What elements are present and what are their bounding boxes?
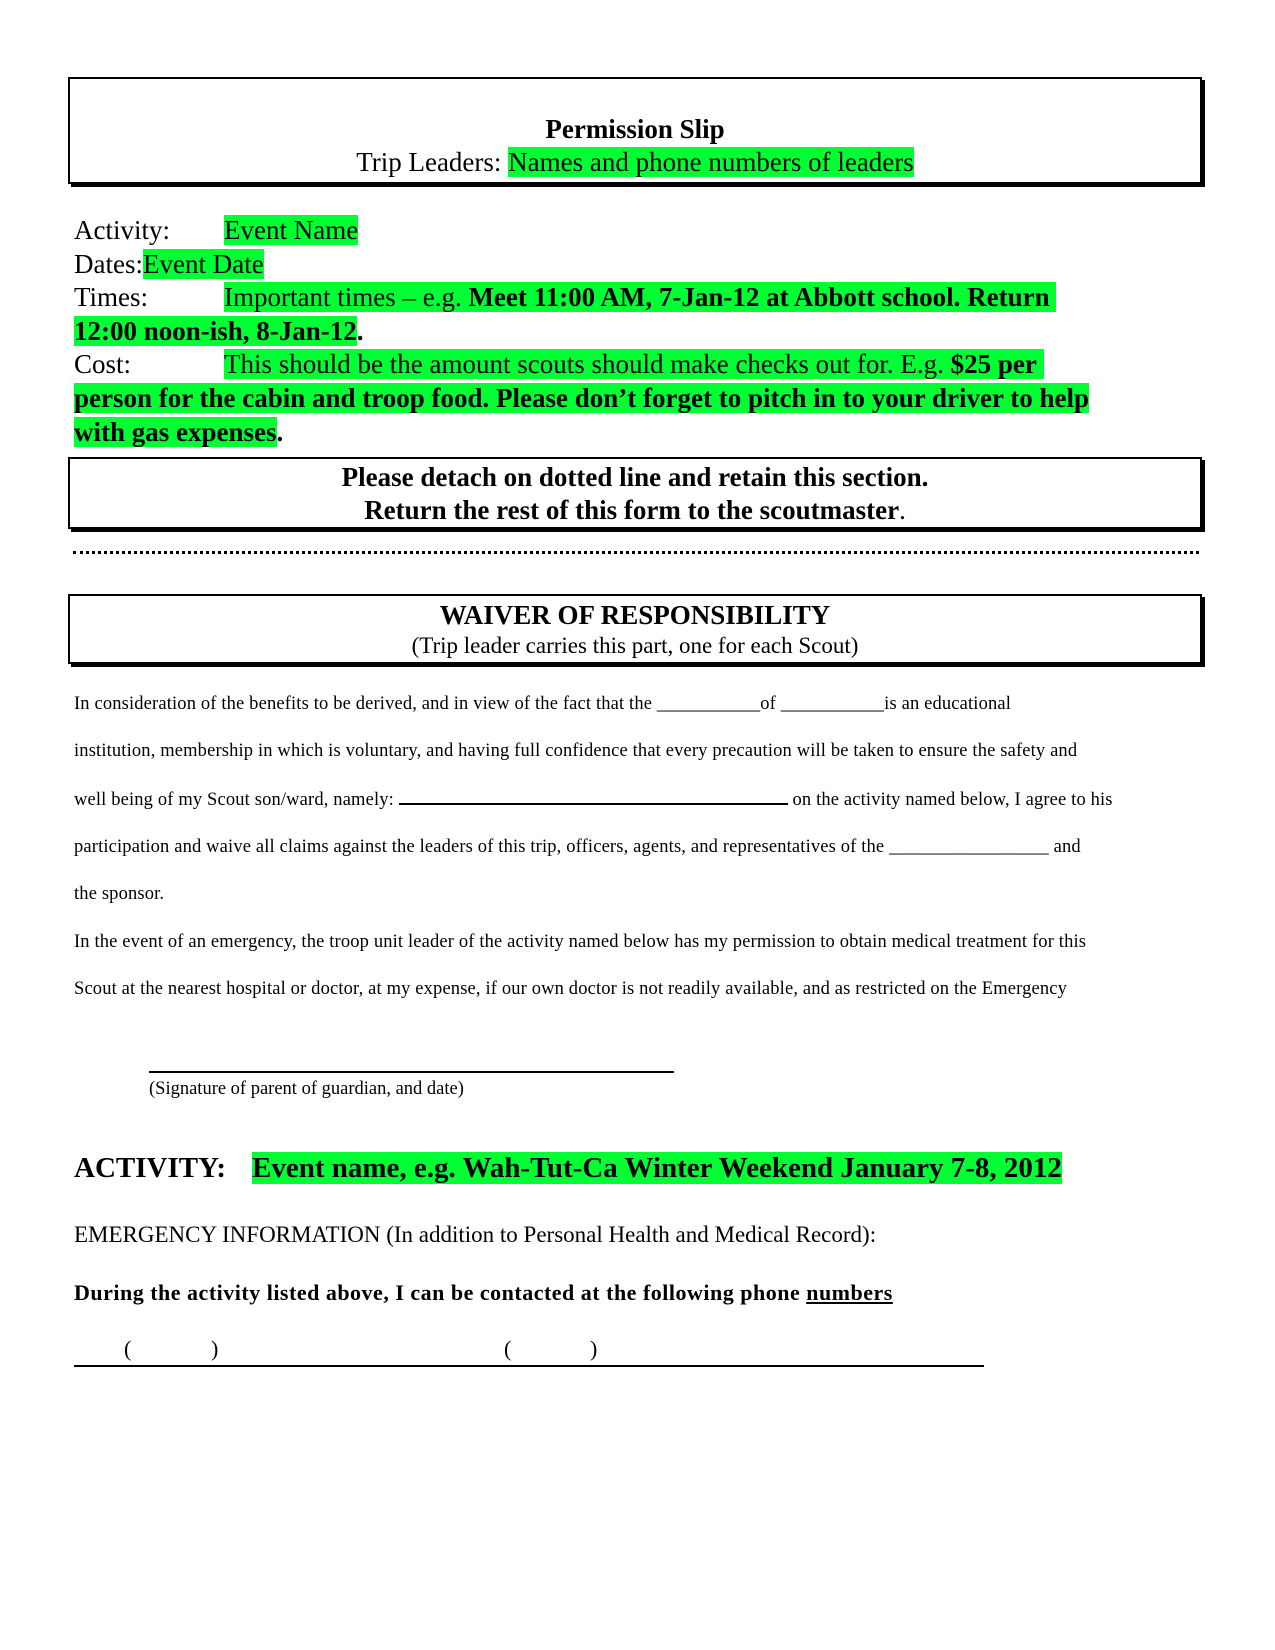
activity-section-label: ACTIVITY:	[74, 1152, 227, 1184]
times-value-bold-2: 12:00 noon-ish, 8-Jan-12	[74, 316, 357, 346]
cost-row	[74, 348, 1194, 382]
contact-instructions	[74, 1279, 893, 1307]
times-value-bold-1: Meet 11:00 AM, 7-Jan-12 at Abbott school. Return	[468, 282, 1050, 312]
detach-instructions-box	[68, 457, 1202, 529]
detach-line-2	[70, 494, 1200, 527]
activity-section	[74, 1151, 1062, 1185]
contact-underlined: numbers	[806, 1280, 893, 1305]
scout-name-blank[interactable]	[399, 789, 788, 805]
waiver-paragraph-line-4: participation and waive all claims against the leaders of this trip, officers, agents, and representatives of the _________________ and	[74, 837, 1081, 857]
waiver-paragraph-line-5: the sponsor.	[74, 884, 165, 904]
trip-leaders-line	[70, 147, 1200, 177]
permission-slip-header-box	[68, 77, 1202, 184]
cost-value-prefix: This should be the amount scouts should make checks out for. E.g.	[224, 349, 951, 379]
contact-prefix: During the activity listed above, I can be contacted at the following phone	[74, 1280, 807, 1305]
waiver-paragraph-line-1: In consideration of the benefits to be derived, and in view of the fact that the ___________of ___________is an educational	[74, 694, 1012, 714]
activity-row	[74, 214, 1194, 248]
waiver-paragraph-line-6: In the event of an emergency, the troop unit leader of the activity named below has my permission to obtain medical treatment for this	[74, 932, 1087, 952]
phone-1-paren-close: )	[211, 1336, 219, 1361]
page-title: Permission Slip	[545, 114, 725, 144]
activity-label: Activity:	[74, 215, 170, 245]
detach-line-2-end: .	[899, 495, 906, 525]
activity-section-value: Event name, e.g. Wah-Tut-Ca Winter Weekend January 7-8, 2012	[252, 1152, 1062, 1184]
cost-row-cont	[74, 382, 1194, 416]
times-row	[74, 281, 1194, 315]
dates-row	[74, 248, 1194, 282]
trip-leaders-value: Names and phone numbers of leaders	[508, 147, 914, 177]
phone-2-paren-close: )	[590, 1336, 598, 1361]
waiver-subtitle: (Trip leader carries this part, one for each Scout)	[411, 633, 859, 658]
waiver-paragraph-line-2: institution, membership in which is voluntary, and having full confidence that every precaution will be taken to ensure the safety and	[74, 741, 1078, 761]
waiver-line-3-after: on the activity named below, I agree to his	[787, 790, 1113, 810]
cost-value-bold-1: $25 per	[950, 349, 1037, 379]
signature-label: (Signature of parent of guardian, and date)	[149, 1079, 464, 1099]
times-value-prefix: Important times – e.g.	[224, 282, 469, 312]
activity-value: Event Name	[224, 215, 359, 245]
trip-leaders-label: Trip Leaders:	[356, 147, 502, 177]
dates-label: Dates:	[74, 249, 143, 279]
cost-row-cont-2	[74, 416, 1194, 450]
cost-value-bold-3: with gas expenses	[74, 417, 277, 447]
emergency-heading: EMERGENCY INFORMATION (In addition to Personal Health and Medical Record):	[74, 1222, 877, 1247]
times-row-cont	[74, 315, 1194, 349]
phone-1-paren-open: (	[124, 1336, 132, 1361]
times-label: Times:	[74, 282, 149, 312]
waiver-title: WAIVER OF RESPONSIBILITY	[439, 600, 831, 630]
waiver-paragraph-line-3	[74, 789, 1204, 810]
waiver-header-box	[68, 594, 1202, 664]
phone-numbers-line[interactable]	[74, 1335, 984, 1367]
signature-line[interactable]	[149, 1071, 674, 1073]
dates-value: Event Date	[142, 249, 264, 279]
times-value-end: .	[356, 316, 364, 346]
phone-2-paren-open: (	[504, 1336, 512, 1361]
cost-value-end: .	[276, 417, 284, 447]
waiver-line-3-before: well being of my Scout son/ward, namely:	[74, 790, 399, 810]
cost-value-bold-2: person for the cabin and troop food. Please don’t forget to pitch in to your driver to help	[74, 383, 1089, 413]
detach-line-1: Please detach on dotted line and retain this section.	[341, 462, 929, 492]
detach-line-2-text: Return the rest of this form to the scoutmaster	[364, 495, 900, 525]
cost-label: Cost:	[74, 349, 132, 379]
waiver-paragraph-line-7: Scout at the nearest hospital or doctor, at my expense, if our own doctor is not readily available, and as restricted on the Emergency	[74, 979, 1068, 999]
detach-dotted-line	[73, 551, 1199, 554]
